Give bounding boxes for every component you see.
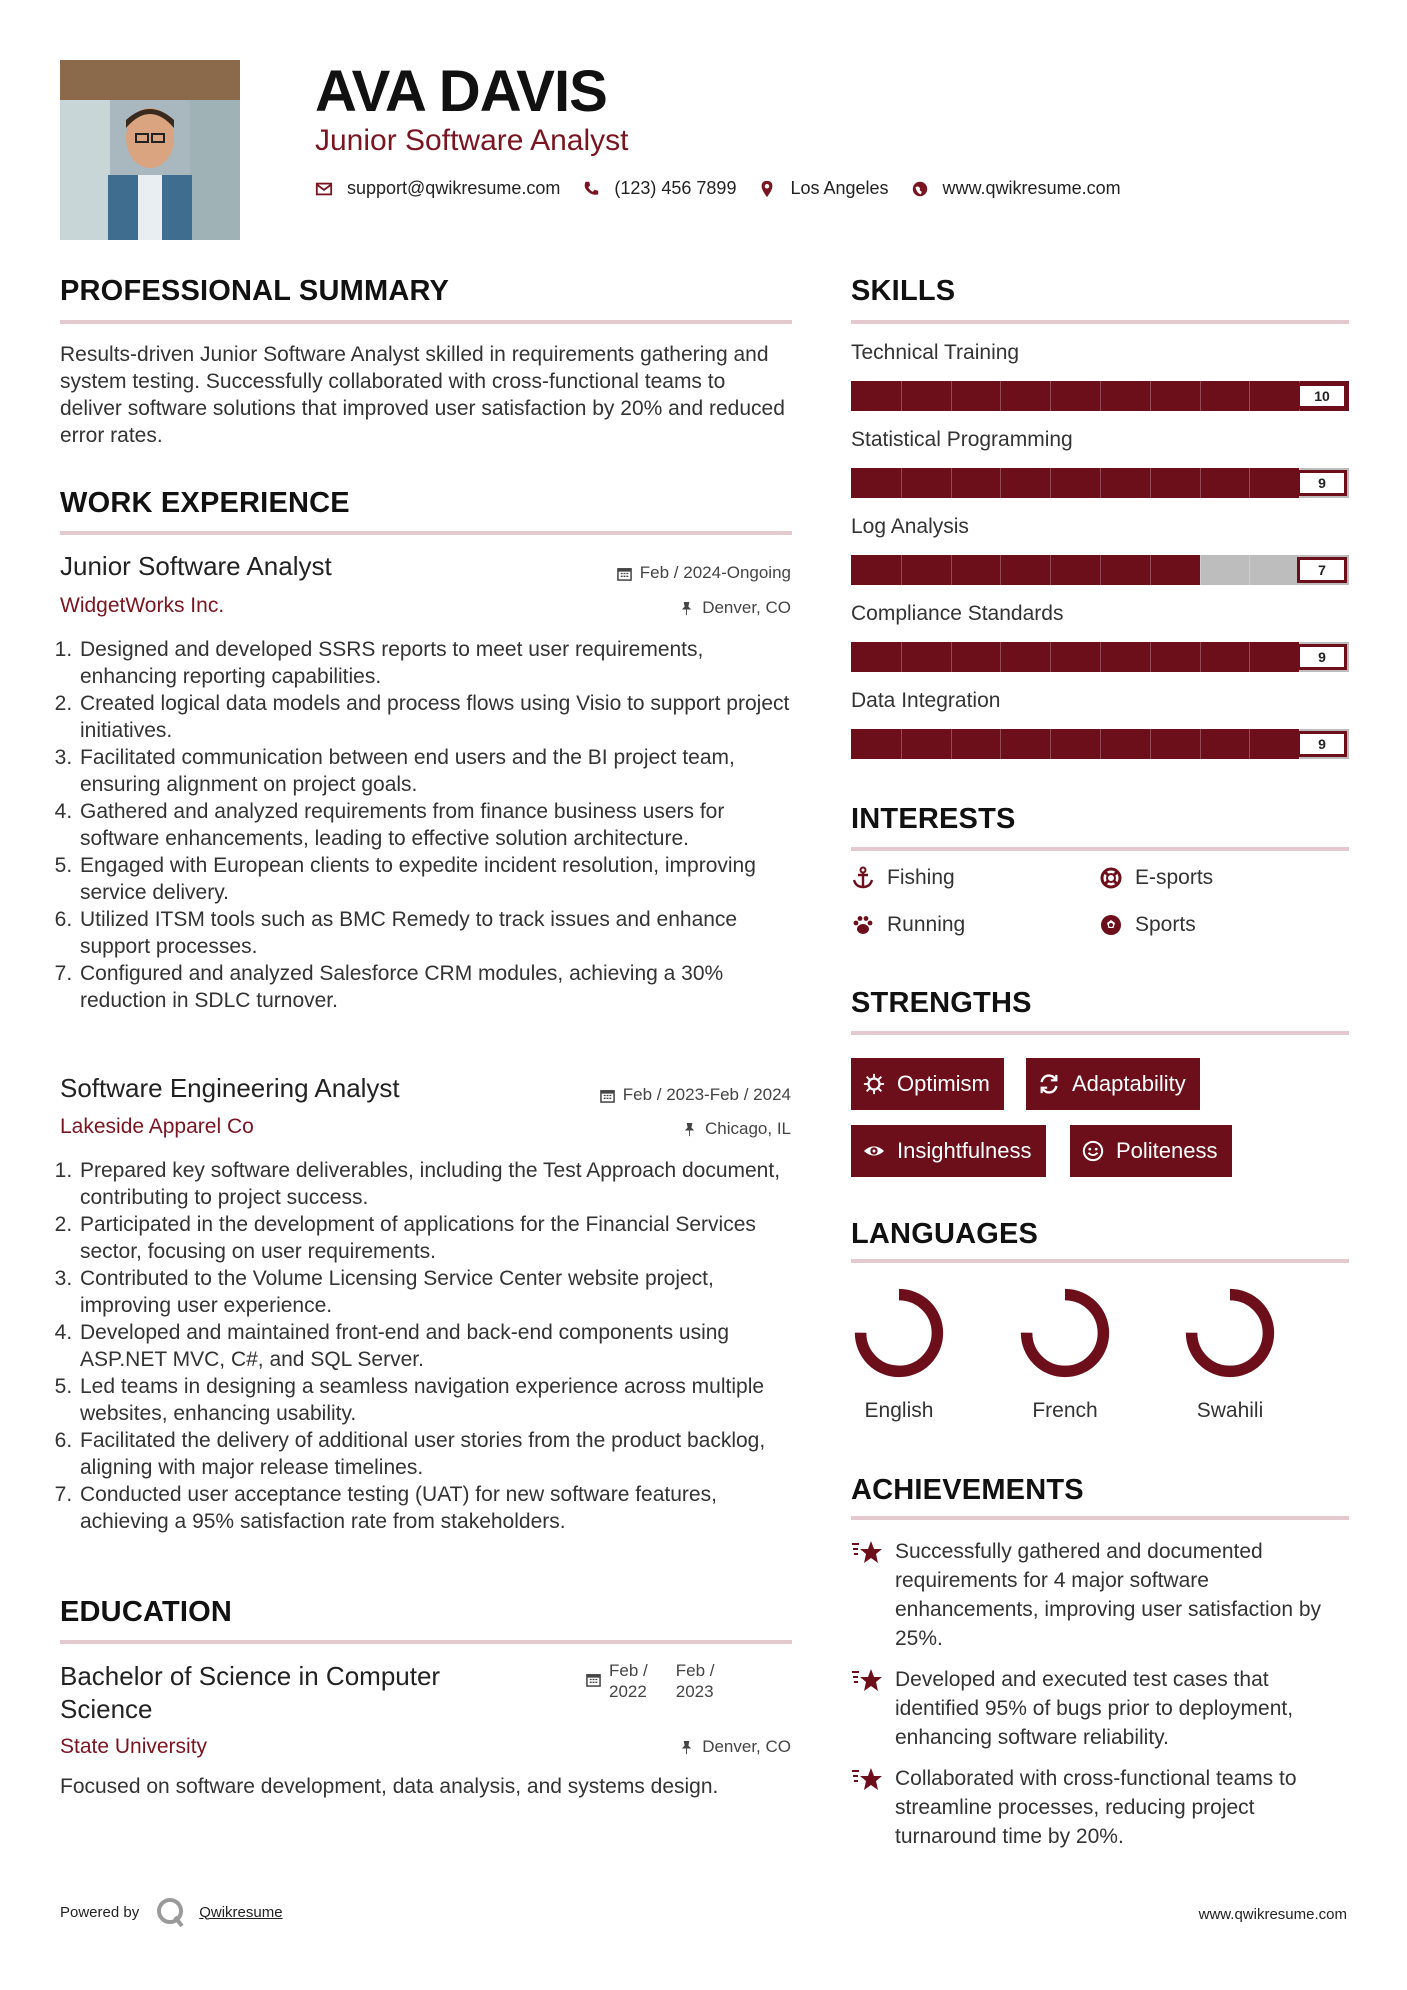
job-location: [682, 1119, 791, 1139]
language-item: [839, 1285, 959, 1423]
job-company: WidgetWorks Inc.: [60, 594, 225, 617]
edu-start-month: Feb /: [609, 1661, 648, 1680]
interest-label: Sports: [1135, 913, 1196, 936]
language-ring-arc: [1027, 1295, 1104, 1372]
qwikresume-link[interactable]: Qwikresume: [199, 1903, 283, 1921]
calendar-icon: [600, 1088, 615, 1103]
education-description: Focused on software development, data analysis, and systems design.: [60, 1775, 719, 1798]
contact-location: [758, 178, 888, 199]
strength-label: Optimism: [897, 1071, 990, 1096]
skill-level-value: 7: [1297, 557, 1347, 583]
refresh-icon: [1038, 1073, 1060, 1095]
skill-bar-divider: [1150, 381, 1151, 411]
interest-item: [851, 866, 955, 890]
strength-label: Politeness: [1116, 1138, 1218, 1163]
skill-bar-divider: [901, 381, 902, 411]
envelope-icon: [315, 180, 333, 198]
interest-label: Running: [887, 913, 966, 936]
job-dates: [600, 1085, 791, 1105]
skill-label: Compliance Standards: [851, 602, 1064, 625]
achievement-text: Developed and executed test cases that identified 95% of bugs prior to deployment, enhancing software reliability.: [895, 1668, 1294, 1749]
contact-email[interactable]: [315, 178, 560, 199]
edu-end-date: [676, 1660, 715, 1702]
job-location-text: Chicago, IL: [705, 1119, 791, 1138]
skill-bar-divider: [1150, 729, 1151, 759]
skill-bar-fill: [851, 642, 1299, 672]
job-company: Lakeside Apparel Co: [60, 1115, 254, 1138]
list-item: 2. Created logical data models and process flows using Visio to support project initiatives.: [78, 690, 790, 744]
edu-start-date: [609, 1660, 648, 1702]
skill-level-value: 10: [1297, 383, 1347, 409]
edu-start-year: 2022: [609, 1682, 647, 1701]
job-dates-text: Feb / 2023-Feb / 2024: [622, 1085, 791, 1104]
skill-bar-divider: [1050, 642, 1051, 672]
interest-item: [851, 913, 965, 937]
skill-bar-divider: [1100, 555, 1101, 585]
edu-end-month: Feb /: [675, 1661, 715, 1680]
degree-title: Bachelor of Science in Computer Science: [60, 1661, 441, 1724]
contact-bar: [315, 178, 1143, 199]
skills-rule: [851, 320, 1349, 324]
skill-bar-divider: [1100, 468, 1101, 498]
strength-badge: [1070, 1125, 1232, 1177]
strengths-rule: [851, 1031, 1349, 1035]
skill-bar-divider: [1000, 729, 1001, 759]
skill-bar-divider: [1050, 468, 1051, 498]
skill-bar-divider: [901, 468, 902, 498]
skill-label: Log Analysis: [851, 515, 969, 538]
sun-icon: [863, 1073, 885, 1095]
soccer-ball-icon: [1099, 913, 1123, 937]
skill-bar-divider: [1100, 729, 1101, 759]
skill-bar-divider: [1249, 381, 1250, 411]
profile-photo: [60, 60, 240, 240]
list-item: 1. Prepared key software deliverables, including the Test Approach document, contributing to project success.: [78, 1157, 790, 1211]
powered-by-text: Powered by: [60, 1903, 140, 1921]
list-item: 3. Facilitated communication between end users and the BI project team, ensuring alignment on project goals.: [78, 744, 790, 798]
skill-bar: [851, 642, 1349, 672]
star-icon: [851, 1667, 883, 1695]
list-item: 5. Engaged with European clients to expedite incident resolution, improving service delivery.: [78, 852, 790, 906]
skill-level-value: 9: [1297, 644, 1347, 670]
interest-label: Fishing: [887, 866, 955, 889]
skill-bar-fill: [851, 468, 1299, 498]
globe-icon: [911, 180, 929, 198]
skill-bar-divider: [1200, 642, 1201, 672]
achievements-rule: [851, 1516, 1349, 1520]
phone-text: (123) 456 7899: [614, 178, 737, 198]
skill-bar-divider: [951, 642, 952, 672]
website-text: www.qwikresume.com: [942, 178, 1121, 198]
edu-end-year: 2023: [675, 1682, 714, 1701]
list-item: 7. Configured and analyzed Salesforce CRM modules, achieving a 30% reduction in SDLC turnover.: [78, 960, 790, 1014]
email-text: support@qwikresume.com: [347, 178, 561, 198]
education-rule: [60, 1640, 792, 1644]
skill-bar: [851, 381, 1349, 411]
skill-bar-divider: [1249, 729, 1250, 759]
list-item: 4. Gathered and analyzed requirements from finance business users for software enhancements, leading to effective solution architecture.: [78, 798, 790, 852]
skill-bar-divider: [1200, 381, 1201, 411]
interests-heading: INTERESTS: [851, 803, 1016, 835]
skill-bar-divider: [1050, 555, 1051, 585]
list-item: 7. Conducted user acceptance testing (UAT) for new software features, achieving a 95% satisfaction rate from stakeholders.: [78, 1481, 790, 1535]
achievement-text: Collaborated with cross-functional teams to streamline processes, reducing project turnaround time by 20%.: [895, 1767, 1297, 1848]
experience-rule: [60, 531, 792, 535]
skill-bar: [851, 468, 1349, 498]
strength-badge: [851, 1125, 1046, 1177]
list-item: 3. Contributed to the Volume Licensing Service Center website project, improving user experience.: [78, 1265, 790, 1319]
lifebuoy-icon: [1099, 866, 1123, 890]
footer-branding: [60, 1895, 283, 1929]
achievements-heading: ACHIEVEMENTS: [851, 1474, 1084, 1506]
skill-bar-divider: [951, 555, 952, 585]
job-bullets: [60, 636, 790, 1014]
skill-bar-divider: [1150, 642, 1151, 672]
list-item: 1. Designed and developed SSRS reports to meet user requirements, enhancing reporting capabilities.: [78, 636, 790, 690]
star-icon: [851, 1766, 883, 1794]
job-dates: [617, 563, 791, 583]
skill-bar-divider: [951, 381, 952, 411]
interest-item: [1099, 866, 1213, 890]
map-pin-icon: [758, 180, 776, 198]
skill-bar-divider: [951, 729, 952, 759]
interests-rule: [851, 847, 1349, 851]
skill-level-value: 9: [1297, 470, 1347, 496]
candidate-name: AVA DAVIS: [315, 59, 607, 124]
list-item: 5. Led teams in designing a seamless navigation experience across multiple websites, enhancing usability.: [78, 1373, 790, 1427]
smile-icon: [1082, 1140, 1104, 1162]
footer-url[interactable]: www.qwikresume.com: [1198, 1906, 1347, 1923]
strength-badge: [1026, 1058, 1200, 1110]
experience-heading: WORK EXPERIENCE: [60, 487, 350, 519]
calendar-icon: [617, 566, 632, 581]
skill-label: Technical Training: [851, 341, 1020, 364]
skill-bar-divider: [901, 729, 902, 759]
skill-bar-divider: [1150, 555, 1151, 585]
skill-bar-fill: [851, 729, 1299, 759]
skill-bar-fill: [851, 555, 1200, 585]
skill-label: Statistical Programming: [851, 428, 1073, 451]
skill-bar-divider: [1000, 381, 1001, 411]
skill-bar-divider: [951, 468, 952, 498]
paw-icon: [851, 913, 875, 937]
calendar-icon: [586, 1672, 601, 1687]
skill-bar-divider: [1050, 381, 1051, 411]
job-location-text: Denver, CO: [702, 598, 791, 617]
job-title: Software Engineering Analyst: [60, 1073, 400, 1103]
skill-bar-divider: [1249, 555, 1250, 585]
qwikresume-logo-icon: [153, 1895, 187, 1929]
education-location-text: Denver, CO: [702, 1737, 791, 1756]
job-location: [679, 598, 791, 618]
languages-heading: LANGUAGES: [851, 1218, 1039, 1250]
anchor-icon: [851, 866, 875, 890]
skill-bar-divider: [1000, 468, 1001, 498]
phone-icon: [582, 180, 600, 198]
skill-label: Data Integration: [851, 689, 1001, 712]
skill-bar-divider: [1200, 468, 1201, 498]
list-item: 6. Utilized ITSM tools such as BMC Remedy to track issues and enhance support processes.: [78, 906, 790, 960]
skill-bar-divider: [901, 555, 902, 585]
candidate-title: Junior Software Analyst: [315, 124, 629, 157]
language-name: Swahili: [1196, 1399, 1264, 1422]
achievement-item: [851, 1665, 1341, 1752]
skill-bar-divider: [1000, 555, 1001, 585]
skill-bar-divider: [1200, 729, 1201, 759]
job-dates-text: Feb / 2024-Ongoing: [639, 563, 791, 582]
job-bullets: [60, 1157, 790, 1535]
language-name: English: [864, 1399, 934, 1422]
education-location: [679, 1737, 791, 1757]
languages-rule: [851, 1259, 1349, 1263]
language-name: French: [1032, 1399, 1098, 1422]
contact-website[interactable]: [911, 178, 1121, 199]
education-heading: EDUCATION: [60, 1596, 233, 1628]
strengths-heading: STRENGTHS: [851, 987, 1032, 1019]
language-proficiency-ring: [1182, 1285, 1278, 1381]
strength-label: Adaptability: [1072, 1071, 1186, 1096]
education-dates: [586, 1660, 715, 1702]
summary-heading: PROFESSIONAL SUMMARY: [60, 275, 450, 307]
language-item: [1005, 1285, 1125, 1423]
person-photo-icon: [60, 60, 240, 240]
skill-bar-divider: [901, 642, 902, 672]
summary-rule: [60, 320, 792, 324]
pin-icon: [679, 1740, 694, 1755]
interest-label: E-sports: [1135, 866, 1214, 889]
list-item: 2. Participated in the development of applications for the Financial Services sector, focusing on user requirements.: [78, 1211, 790, 1265]
achievement-text: Successfully gathered and documented requirements for 4 major software enhancements, improving user satisfaction by 25%.: [895, 1540, 1322, 1650]
skill-bar-divider: [1100, 381, 1101, 411]
skill-bar-divider: [1200, 555, 1201, 585]
eye-icon: [863, 1140, 885, 1162]
list-item: 4. Developed and maintained front-end and back-end components using ASP.NET MVC, C#, and SQL Server.: [78, 1319, 790, 1373]
list-item: 6. Facilitated the delivery of additional user stories from the product backlog, aligning with major release timelines.: [78, 1427, 790, 1481]
strength-label: Insightfulness: [897, 1138, 1032, 1163]
language-proficiency-ring: [851, 1285, 947, 1381]
achievement-item: [851, 1537, 1341, 1653]
skill-bar-divider: [1249, 468, 1250, 498]
skill-bar-divider: [1100, 642, 1101, 672]
contact-phone[interactable]: [582, 178, 736, 199]
pin-icon: [682, 1122, 697, 1137]
skill-bar-divider: [1249, 642, 1250, 672]
pin-icon: [679, 601, 694, 616]
summary-text: Results-driven Junior Software Analyst skilled in requirements gathering and system testing. Successfully collaborated with cross-functional teams to deliver software solutions that improved user satisfaction by 20% and reduced error rates.: [60, 343, 785, 447]
skill-bar: [851, 729, 1349, 759]
skills-heading: SKILLS: [851, 275, 956, 307]
skill-bar-divider: [1000, 642, 1001, 672]
language-item: [1170, 1285, 1290, 1423]
location-text: Los Angeles: [790, 178, 889, 198]
language-proficiency-ring: [1017, 1285, 1113, 1381]
language-ring-arc: [1192, 1295, 1269, 1372]
school-name: State University: [60, 1735, 208, 1758]
language-ring-arc: [861, 1295, 938, 1372]
skill-level-value: 9: [1297, 731, 1347, 757]
skill-bar-divider: [1150, 468, 1151, 498]
strength-badge: [851, 1058, 1004, 1110]
skill-bar: [851, 555, 1349, 585]
interest-item: [1099, 913, 1196, 937]
job-title: Junior Software Analyst: [60, 551, 332, 581]
achievement-item: [851, 1764, 1341, 1851]
skill-bar-divider: [1050, 729, 1051, 759]
star-icon: [851, 1539, 883, 1567]
